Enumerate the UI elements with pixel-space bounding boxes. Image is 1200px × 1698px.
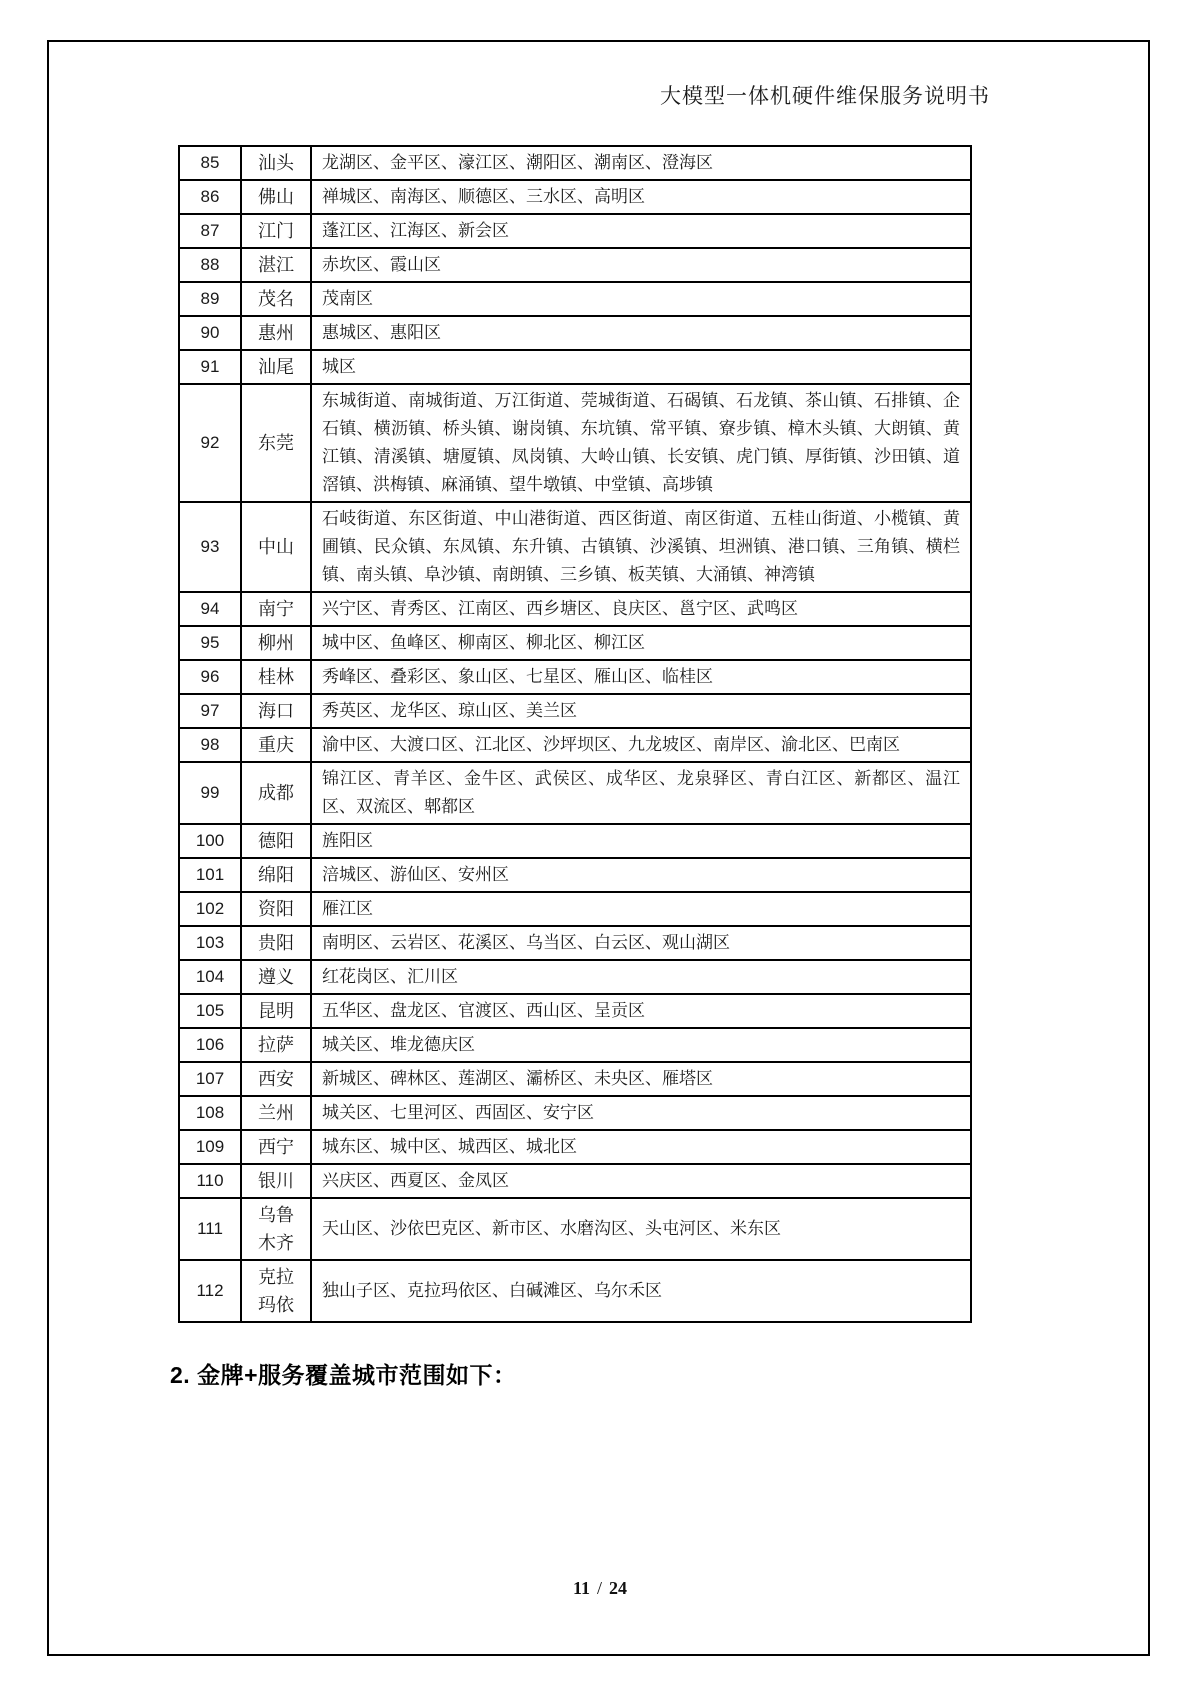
districts-cell: 城东区、城中区、城西区、城北区	[311, 1130, 971, 1164]
districts-cell: 渝中区、大渡口区、江北区、沙坪坝区、九龙坡区、南岸区、渝北区、巴南区	[311, 728, 971, 762]
districts-cell: 城区	[311, 350, 971, 384]
table-row	[179, 146, 971, 180]
table-row	[179, 694, 971, 728]
city-cell: 海口	[241, 694, 311, 728]
table-row	[179, 316, 971, 350]
city-cell: 东莞	[241, 384, 311, 502]
table-row	[179, 1260, 971, 1322]
row-number-cell: 86	[179, 180, 241, 214]
row-number-cell: 85	[179, 146, 241, 180]
districts-cell: 城关区、堆龙德庆区	[311, 1028, 971, 1062]
table-row	[179, 282, 971, 316]
section-heading: 2. 金牌+服务覆盖城市范围如下：	[170, 1362, 517, 1388]
coverage-table-body	[179, 146, 971, 1322]
city-cell: 银川	[241, 1164, 311, 1198]
page-content	[168, 145, 980, 1390]
row-number-cell: 102	[179, 892, 241, 926]
table-row	[179, 1164, 971, 1198]
table-row	[179, 1130, 971, 1164]
row-number-cell: 96	[179, 660, 241, 694]
districts-cell: 茂南区	[311, 282, 971, 316]
row-number-cell: 88	[179, 248, 241, 282]
row-number-cell: 109	[179, 1130, 241, 1164]
districts-cell: 涪城区、游仙区、安州区	[311, 858, 971, 892]
city-cell: 重庆	[241, 728, 311, 762]
districts-cell: 南明区、云岩区、花溪区、乌当区、白云区、观山湖区	[311, 926, 971, 960]
row-number-cell: 91	[179, 350, 241, 384]
districts-cell: 惠城区、惠阳区	[311, 316, 971, 350]
city-cell: 兰州	[241, 1096, 311, 1130]
row-number-cell: 106	[179, 1028, 241, 1062]
districts-cell: 城关区、七里河区、西固区、安宁区	[311, 1096, 971, 1130]
city-cell: 湛江	[241, 248, 311, 282]
table-row	[179, 892, 971, 926]
table-row	[179, 960, 971, 994]
row-number-cell: 101	[179, 858, 241, 892]
city-cell: 绵阳	[241, 858, 311, 892]
districts-cell: 兴宁区、青秀区、江南区、西乡塘区、良庆区、邕宁区、武鸣区	[311, 592, 971, 626]
row-number-cell: 105	[179, 994, 241, 1028]
districts-cell: 禅城区、南海区、顺德区、三水区、高明区	[311, 180, 971, 214]
table-row	[179, 926, 971, 960]
row-number-cell: 92	[179, 384, 241, 502]
districts-cell: 秀英区、龙华区、琼山区、美兰区	[311, 694, 971, 728]
page-footer	[0, 1578, 1200, 1599]
row-number-cell: 93	[179, 502, 241, 592]
table-row	[179, 824, 971, 858]
city-cell: 柳州	[241, 626, 311, 660]
row-number-cell: 100	[179, 824, 241, 858]
table-row	[179, 1028, 971, 1062]
city-cell: 贵阳	[241, 926, 311, 960]
table-row	[179, 1096, 971, 1130]
table-row	[179, 214, 971, 248]
districts-cell: 旌阳区	[311, 824, 971, 858]
districts-cell: 五华区、盘龙区、官渡区、西山区、呈贡区	[311, 994, 971, 1028]
districts-cell: 天山区、沙依巴克区、新市区、水磨沟区、头屯河区、米东区	[311, 1198, 971, 1260]
row-number-cell: 111	[179, 1198, 241, 1260]
city-cell: 克拉玛依	[241, 1260, 311, 1322]
row-number-cell: 112	[179, 1260, 241, 1322]
document-header-title: 大模型一体机硬件维保服务说明书	[660, 84, 990, 108]
row-number-cell: 90	[179, 316, 241, 350]
city-cell: 成都	[241, 762, 311, 824]
city-cell: 茂名	[241, 282, 311, 316]
districts-cell: 独山子区、克拉玛依区、白碱滩区、乌尔禾区	[311, 1260, 971, 1322]
table-row	[179, 384, 971, 502]
districts-cell: 锦江区、青羊区、金牛区、武侯区、成华区、龙泉驿区、青白江区、新都区、温江区、双流区、郫都区	[311, 762, 971, 824]
row-number-cell: 97	[179, 694, 241, 728]
table-row	[179, 180, 971, 214]
table-row	[179, 762, 971, 824]
footer-page-separator: /	[597, 1578, 603, 1598]
city-cell: 惠州	[241, 316, 311, 350]
table-row	[179, 1062, 971, 1096]
districts-cell: 雁江区	[311, 892, 971, 926]
city-cell: 汕尾	[241, 350, 311, 384]
districts-cell: 新城区、碑林区、莲湖区、灞桥区、未央区、雁塔区	[311, 1062, 971, 1096]
city-cell: 桂林	[241, 660, 311, 694]
row-number-cell: 89	[179, 282, 241, 316]
table-row	[179, 728, 971, 762]
city-cell: 江门	[241, 214, 311, 248]
districts-cell: 石岐街道、东区街道、中山港街道、西区街道、南区街道、五桂山街道、小榄镇、黄圃镇、民众镇、东凤镇、东升镇、古镇镇、沙溪镇、坦洲镇、港口镇、三角镇、横栏镇、南头镇、阜沙镇、南朗镇、三乡镇、板芙镇、大涌镇、神湾镇	[311, 502, 971, 592]
table-row	[179, 592, 971, 626]
city-cell: 佛山	[241, 180, 311, 214]
row-number-cell: 103	[179, 926, 241, 960]
row-number-cell: 107	[179, 1062, 241, 1096]
footer-page-current: 11	[572, 1578, 590, 1598]
districts-cell: 红花岗区、汇川区	[311, 960, 971, 994]
row-number-cell: 108	[179, 1096, 241, 1130]
districts-cell: 赤坎区、霞山区	[311, 248, 971, 282]
coverage-table	[178, 145, 972, 1323]
table-row	[179, 248, 971, 282]
districts-cell: 兴庆区、西夏区、金凤区	[311, 1164, 971, 1198]
city-cell: 拉萨	[241, 1028, 311, 1062]
table-row	[179, 626, 971, 660]
table-row	[179, 858, 971, 892]
city-cell: 资阳	[241, 892, 311, 926]
city-cell: 乌鲁木齐	[241, 1198, 311, 1260]
districts-cell: 东城街道、南城街道、万江街道、莞城街道、石碣镇、石龙镇、茶山镇、石排镇、企石镇、横沥镇、桥头镇、谢岗镇、东坑镇、常平镇、寮步镇、樟木头镇、大朗镇、黄江镇、清溪镇、塘厦镇、凤岗镇、大岭山镇、长安镇、虎门镇、厚街镇、沙田镇、道滘镇、洪梅镇、麻涌镇、望牛墩镇、中堂镇、高埗镇	[311, 384, 971, 502]
city-cell: 西宁	[241, 1130, 311, 1164]
table-row	[179, 994, 971, 1028]
districts-cell: 蓬江区、江海区、新会区	[311, 214, 971, 248]
districts-cell: 龙湖区、金平区、濠江区、潮阳区、潮南区、澄海区	[311, 146, 971, 180]
row-number-cell: 94	[179, 592, 241, 626]
row-number-cell: 104	[179, 960, 241, 994]
table-row	[179, 1198, 971, 1260]
city-cell: 汕头	[241, 146, 311, 180]
row-number-cell: 95	[179, 626, 241, 660]
city-cell: 中山	[241, 502, 311, 592]
footer-page-total: 24	[609, 1578, 628, 1598]
city-cell: 德阳	[241, 824, 311, 858]
city-cell: 西安	[241, 1062, 311, 1096]
table-row	[179, 502, 971, 592]
row-number-cell: 87	[179, 214, 241, 248]
row-number-cell: 110	[179, 1164, 241, 1198]
city-cell: 昆明	[241, 994, 311, 1028]
districts-cell: 城中区、鱼峰区、柳南区、柳北区、柳江区	[311, 626, 971, 660]
row-number-cell: 99	[179, 762, 241, 824]
table-row	[179, 350, 971, 384]
table-row	[179, 660, 971, 694]
row-number-cell: 98	[179, 728, 241, 762]
districts-cell: 秀峰区、叠彩区、象山区、七星区、雁山区、临桂区	[311, 660, 971, 694]
city-cell: 遵义	[241, 960, 311, 994]
city-cell: 南宁	[241, 592, 311, 626]
